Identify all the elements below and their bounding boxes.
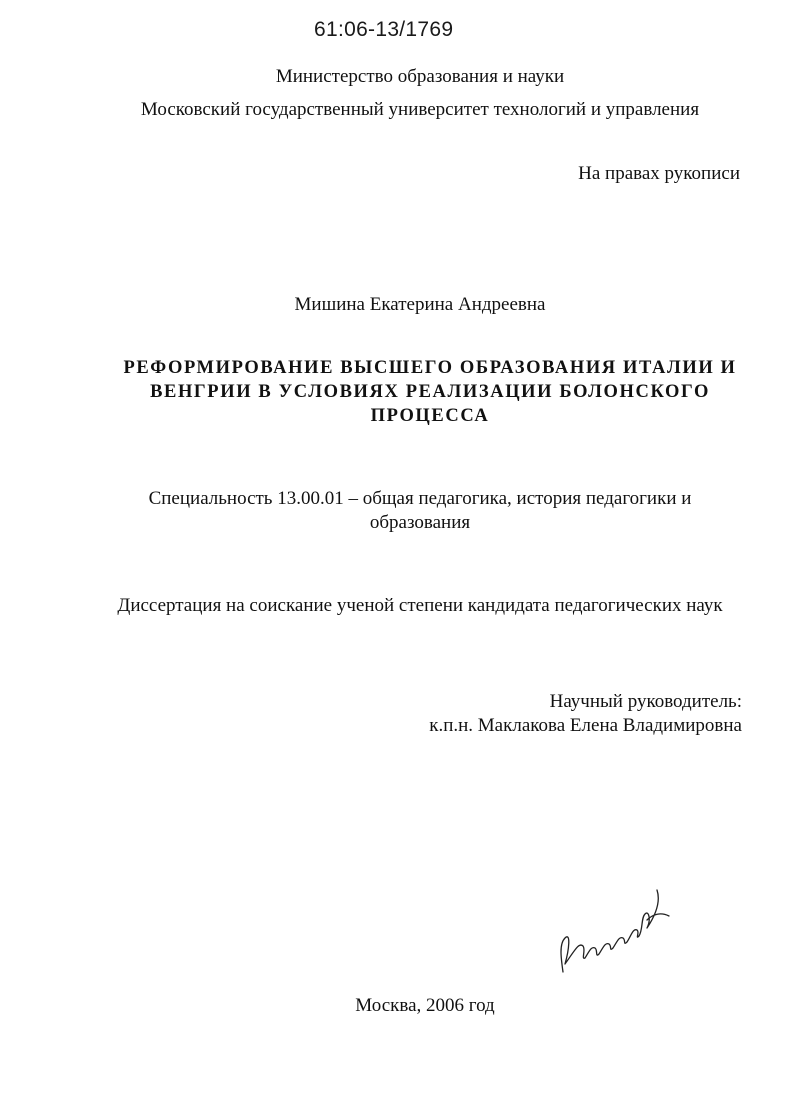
catalog-code: 61:06-13/1769 — [314, 18, 454, 41]
ministry-name: Министерство образования и науки — [275, 66, 565, 87]
title-line: ВЕНГРИИ В УСЛОВИЯХ РЕАЛИЗАЦИИ БОЛОНСКОГО — [150, 382, 710, 402]
supervisor-block — [429, 690, 742, 738]
supervisor-label: Научный руководитель: — [549, 691, 742, 712]
handwritten-signature-icon — [545, 880, 675, 980]
rights-note: На правах рукописи — [578, 163, 740, 184]
title-line: РЕФОРМИРОВАНИЕ ВЫСШЕГО ОБРАЗОВАНИЯ ИТАЛИИ И — [123, 358, 737, 378]
title-line: ПРОЦЕССА — [370, 406, 490, 426]
degree-statement: Диссертация на соискание ученой степени кандидата педагогических наук — [117, 595, 723, 616]
author-name: Мишина Екатерина Андреевна — [294, 294, 546, 315]
specialty-line: образования — [369, 512, 471, 533]
specialty-line: Специальность 13.00.01 – общая педагогика, история педагогики и — [148, 488, 692, 509]
specialty — [120, 487, 720, 535]
place-and-year: Москва, 2006 год — [355, 995, 495, 1016]
dissertation-title — [110, 356, 750, 428]
supervisor-name: к.п.н. Маклакова Елена Владимировна — [429, 715, 742, 736]
university-name: Московский государственный университет технологий и управления — [140, 99, 700, 120]
